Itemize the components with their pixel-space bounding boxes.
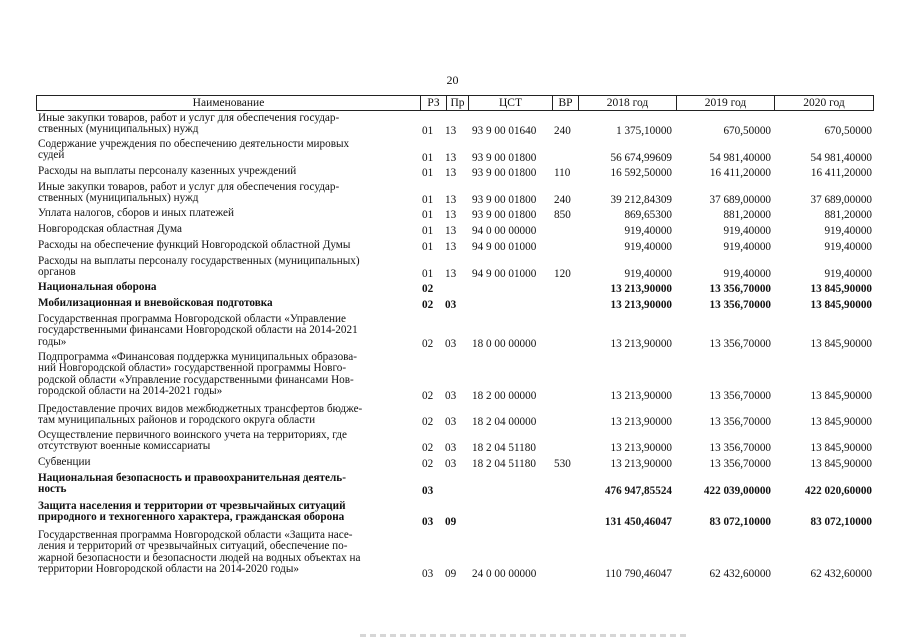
row-rz: 03 (422, 515, 434, 528)
row-pr: 13 (445, 124, 457, 137)
table-header (36, 95, 874, 111)
table-row (0, 404, 905, 428)
row-name: Подпрограмма «Финансовая поддержка муниципальных образова- ний Новгородской области» государственной программы Новго- родской области «Управление государственными финансами Нов- городской области на 2014-2021 годы» (38, 351, 358, 398)
row-cst: 93 9 00 01800 (472, 193, 537, 206)
row-value-2020: 13 845,90000 (810, 337, 872, 350)
row-rz: 01 (422, 240, 434, 253)
page-number: 20 (446, 73, 459, 87)
row-pr: 03 (445, 441, 457, 454)
row-cst: 18 2 04 00000 (472, 415, 537, 428)
row-pr: 13 (445, 224, 457, 237)
row-pr: 03 (445, 337, 457, 350)
row-rz: 02 (422, 389, 434, 402)
row-pr: 13 (445, 240, 457, 253)
row-rz: 02 (422, 337, 434, 350)
row-value-2019: 13 356,70000 (709, 389, 771, 402)
row-cst: 18 2 00 00000 (472, 389, 537, 402)
table-row (0, 224, 905, 237)
table-row (0, 166, 905, 179)
row-name: Национальная безопасность и правоохранительная деятель- ность (38, 472, 346, 496)
header-pr: Пр (447, 96, 469, 110)
row-name: Расходы на выплаты персоналу казенных учреждений (38, 165, 297, 177)
table-row (0, 182, 905, 206)
row-value-2018: 39 212,84309 (610, 193, 672, 206)
row-value-2020: 13 845,90000 (810, 389, 872, 402)
row-cst: 93 9 00 01800 (472, 151, 537, 164)
row-value-2019: 13 356,70000 (709, 298, 771, 311)
row-value-2018: 13 213,90000 (610, 389, 672, 402)
row-name: Предоставление прочих видов межбюджетных трансфертов бюдже- там муниципальных районов и городского округа области (38, 403, 363, 427)
table-row (0, 256, 905, 280)
row-name: Иные закупки товаров, работ и услуг для обеспечения государ- ственных (муниципальных) нужд (38, 181, 340, 205)
row-value-2019: 13 356,70000 (709, 282, 771, 295)
row-pr: 03 (445, 457, 457, 470)
row-vr: 110 (554, 166, 571, 179)
table-row (0, 282, 905, 295)
row-value-2019: 13 356,70000 (709, 441, 771, 454)
row-pr: 03 (445, 415, 457, 428)
row-cst: 93 9 00 01800 (472, 166, 537, 179)
row-value-2018: 919,40000 (624, 267, 672, 280)
row-value-2020: 54 981,40000 (810, 151, 872, 164)
row-value-2019: 13 356,70000 (709, 457, 771, 470)
table-row (0, 498, 905, 528)
table-row (0, 298, 905, 311)
row-rz: 01 (422, 151, 434, 164)
header-cst: ЦСТ (469, 96, 553, 110)
row-value-2019: 919,40000 (723, 240, 771, 253)
row-value-2018: 13 213,90000 (610, 282, 672, 295)
row-name: Государственная программа Новгородской области «Защита насе- ления и территорий от чрезвычайных ситуаций, обеспечение по- жарной безопасности и безопасности людей на водных объектах на территории Новгородской области на 2014-2020 годы» (38, 529, 361, 576)
row-cst: 18 0 00 00000 (472, 337, 537, 350)
row-value-2018: 16 592,50000 (610, 166, 672, 179)
row-name: Новгородская областная Дума (38, 223, 182, 235)
row-value-2020: 919,40000 (824, 240, 872, 253)
footer-marks (360, 634, 690, 637)
row-name: Субвенции (38, 456, 91, 468)
table-row (0, 240, 905, 253)
row-value-2018: 13 213,90000 (610, 337, 672, 350)
row-value-2020: 13 845,90000 (810, 457, 872, 470)
row-name: Уплата налогов, сборов и иных платежей (38, 207, 234, 219)
row-rz: 02 (422, 282, 434, 295)
header-vr: ВР (553, 96, 579, 110)
row-rz: 03 (422, 567, 434, 580)
row-rz: 02 (422, 298, 434, 311)
row-cst: 18 2 04 51180 (472, 457, 536, 470)
row-cst: 94 9 00 01000 (472, 240, 537, 253)
row-rz: 01 (422, 208, 434, 221)
row-value-2019: 919,40000 (723, 224, 771, 237)
row-name: Содержание учреждения по обеспечению деятельности мировых судей (38, 138, 350, 162)
header-2020: 2020 год (803, 97, 845, 109)
row-name: Государственная программа Новгородской области «Управление государственными финансами Новгородской области на 2014-2021 годы» (38, 313, 358, 348)
row-vr: 240 (554, 124, 571, 137)
row-value-2020: 13 845,90000 (810, 298, 872, 311)
row-value-2018: 1 375,10000 (616, 124, 672, 137)
row-name: Мобилизационная и вневойсковая подготовка (38, 297, 273, 309)
row-name: Осуществление первичного воинского учета на территориях, где отсутствуют военные комиссариаты (38, 429, 347, 453)
table-row (0, 473, 905, 497)
row-pr: 13 (445, 166, 457, 179)
row-value-2018: 919,40000 (624, 240, 672, 253)
row-pr: 13 (445, 193, 457, 206)
row-value-2019: 16 411,20000 (709, 166, 771, 179)
table-row (0, 352, 905, 402)
row-value-2019: 670,50000 (723, 124, 771, 137)
row-value-2018: 110 790,46047 (605, 567, 672, 580)
row-value-2020: 13 845,90000 (810, 441, 872, 454)
row-rz: 02 (422, 415, 434, 428)
row-value-2018: 56 674,99609 (610, 151, 672, 164)
row-rz: 01 (422, 193, 434, 206)
row-value-2020: 670,50000 (824, 124, 872, 137)
header-2018: 2018 год (579, 96, 677, 110)
row-value-2019: 919,40000 (723, 267, 771, 280)
table-row (0, 530, 905, 580)
row-value-2020: 919,40000 (824, 224, 872, 237)
row-value-2018: 13 213,90000 (610, 457, 672, 470)
row-pr: 09 (445, 567, 457, 580)
row-cst: 93 9 00 01800 (472, 208, 537, 221)
header-2019: 2019 год (677, 96, 775, 110)
row-value-2019: 422 039,00000 (703, 484, 771, 497)
row-value-2018: 869,65300 (624, 208, 672, 221)
row-rz: 01 (422, 124, 434, 137)
row-value-2018: 13 213,90000 (610, 298, 672, 311)
table-row (0, 208, 905, 221)
row-value-2020: 13 845,90000 (810, 282, 872, 295)
table-row (0, 113, 905, 137)
row-rz: 02 (422, 441, 434, 454)
row-vr: 850 (554, 208, 571, 221)
header-rz: РЗ (421, 96, 447, 110)
row-pr: 03 (445, 389, 457, 402)
row-vr: 530 (554, 457, 571, 470)
row-value-2018: 919,40000 (624, 224, 672, 237)
row-name: Защита населения и территории от чрезвычайных ситуаций природного и техногенного характера, гражданская оборона (38, 500, 346, 524)
table-row (0, 430, 905, 454)
row-value-2020: 881,20000 (824, 208, 872, 221)
row-name: Иные закупки товаров, работ и услуг для обеспечения государ- ственных (муниципальных) нужд (38, 112, 340, 136)
row-value-2020: 37 689,00000 (810, 193, 872, 206)
row-value-2018: 13 213,90000 (610, 441, 672, 454)
row-rz: 01 (422, 166, 434, 179)
row-rz: 01 (422, 224, 434, 237)
row-rz: 02 (422, 457, 434, 470)
row-value-2019: 13 356,70000 (709, 415, 771, 428)
row-pr: 09 (445, 515, 457, 528)
table-row (0, 139, 905, 164)
row-name: Расходы на обеспечение функций Новгородской областной Думы (38, 239, 351, 251)
row-value-2020: 13 845,90000 (810, 415, 872, 428)
row-value-2020: 422 020,60000 (804, 484, 872, 497)
row-rz: 01 (422, 267, 434, 280)
row-value-2019: 881,20000 (723, 208, 771, 221)
row-value-2020: 83 072,10000 (810, 515, 872, 528)
row-value-2019: 54 981,40000 (709, 151, 771, 164)
row-pr: 13 (445, 267, 457, 280)
row-value-2020: 16 411,20000 (810, 166, 872, 179)
row-name: Расходы на выплаты персоналу государственных (муниципальных) органов (38, 255, 360, 279)
row-vr: 120 (554, 267, 571, 280)
row-value-2018: 131 450,46047 (604, 515, 672, 528)
row-value-2019: 62 432,60000 (709, 567, 771, 580)
row-cst: 24 0 00 00000 (472, 567, 537, 580)
row-value-2019: 83 072,10000 (709, 515, 771, 528)
row-cst: 93 9 00 01640 (472, 124, 537, 137)
row-pr: 13 (445, 151, 457, 164)
row-cst: 18 2 04 51180 (472, 441, 536, 454)
row-value-2019: 13 356,70000 (709, 337, 771, 350)
row-pr: 13 (445, 208, 457, 221)
row-vr: 240 (554, 193, 571, 206)
row-value-2018: 13 213,90000 (610, 415, 672, 428)
row-cst: 94 9 00 01000 (472, 267, 537, 280)
row-value-2018: 476 947,85524 (604, 484, 672, 497)
header-name: Наименование (37, 96, 421, 110)
row-name: Национальная оборона (38, 281, 157, 293)
row-rz: 03 (422, 484, 434, 497)
row-value-2019: 37 689,00000 (709, 193, 771, 206)
table-row (0, 314, 905, 350)
row-pr: 03 (445, 298, 457, 311)
row-cst: 94 0 00 00000 (472, 224, 537, 237)
table-row (0, 457, 905, 470)
row-value-2020: 62 432,60000 (810, 567, 872, 580)
row-value-2020: 919,40000 (824, 267, 872, 280)
